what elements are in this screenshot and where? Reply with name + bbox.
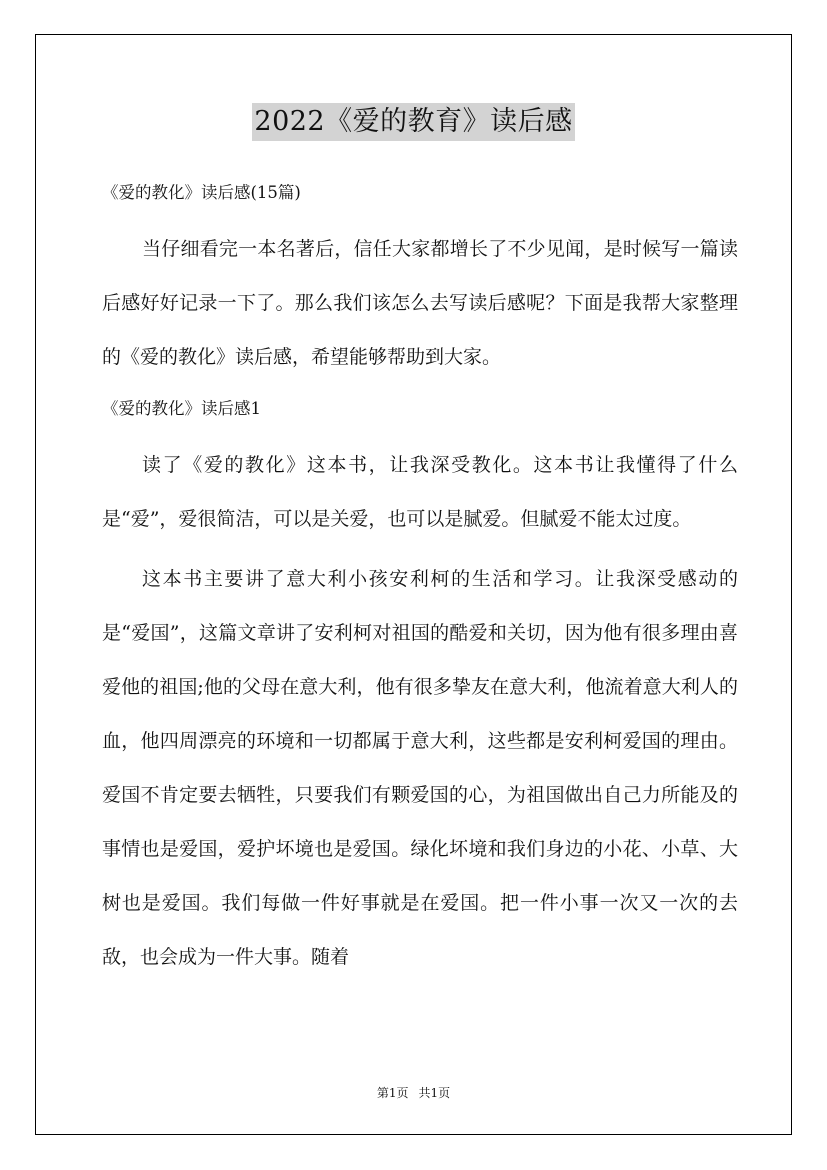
body-paragraph: 这本书主要讲了意大利小孩安利柯的生活和学习。让我深受感动的是“爱国”，这篇文章讲了安利柯对祖国的酷爱和关切，因为他有很多理由喜爱他的祖国;他的父母在意大利，他有很多挚友在意大利，他流着意大利人的血，他四周漂亮的环境和一切都属于意大利，这些都是安利柯爱国的理由。爱国不肯定要去牺牲，只要我们有颗爱国的心，为祖国做出自己力所能及的事情也是爱国，爱护坏境也是爱国。绿化坏境和我们身边的小花、小草、大树也是爱国。我们每做一件好事就是在爱国。把一件小事一次又一次的去敌，也会成为一件大事。随着 <box>102 568 738 968</box>
intro-paragraph: 当仔细看完一本名著后，信任大家都增长了不少见闻，是时候写一篇读后感好好记录一下了。那么我们该怎么去写读后感呢？下面是我帮大家整理的《爱的教化》读后感，希望能够帮助到大家。 <box>102 238 738 368</box>
section-heading: 《爱的教化》读后感1 <box>102 399 261 418</box>
body-paragraph: 读了《爱的教化》这本书，让我深受教化。这本书让我懂得了什么是“爱”，爱很简洁，可以是关爱，也可以是腻爱。但腻爱不能太过度。 <box>102 454 738 530</box>
page-footer <box>0 1085 827 1101</box>
document-title: 2022《爱的教育》读后感 <box>252 103 574 141</box>
subtitle: 《爱的教化》读后感(15篇) <box>102 183 301 202</box>
page-total: 共1页 <box>418 1086 451 1100</box>
title-container <box>0 103 827 141</box>
document-body <box>102 174 738 990</box>
page-number: 第1页 <box>376 1086 409 1100</box>
